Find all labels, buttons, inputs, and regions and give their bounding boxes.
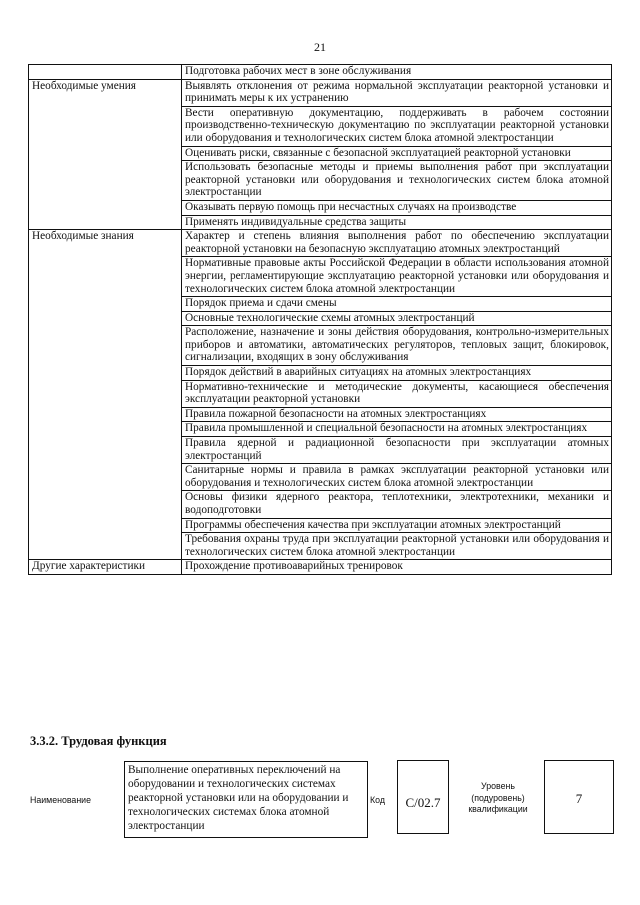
requirements-table (28, 64, 612, 575)
function-name-box: Выполнение оперативных переключений на оборудовании и технологических системах реакторной установки или на оборудовании и технологических системах блока атомной электростанции (124, 761, 368, 838)
row-value: Нормативно-технические и методические документы, касающиеся обеспечения эксплуатации реакторной установки (182, 380, 612, 407)
qualification-level-box: 7 (544, 760, 614, 834)
row-label (29, 65, 182, 80)
row-value: Выявлять отклонения от режима нормальной эксплуатации реакторной установки и принимать меры к их устранению (182, 79, 612, 106)
row-value: Правила пожарной безопасности на атомных электростанциях (182, 407, 612, 422)
page-number: 21 (314, 40, 326, 54)
row-value: Нормативные правовые акты Российской Федерации в области использования атомной энергии, регламентирующие эксплуатацию реакторной установки или оборудования и технологических систем блока атомной электростанции (182, 257, 612, 297)
row-value: Расположение, назначение и зоны действия оборудования, контрольно-измерительных приборов и автоматики, автоматических регуляторов, тепловых защит, блокировок, сигнализации, входящих в зону обслуживания (182, 326, 612, 366)
row-label: Другие характеристики (29, 560, 182, 575)
row-value: Подготовка рабочих мест в зоне обслуживания (182, 65, 612, 80)
row-value: Правила промышленной и специальной безопасности на атомных электростанциях (182, 422, 612, 437)
row-value: Порядок действий в аварийных ситуациях на атомных электростанциях (182, 366, 612, 381)
row-value: Санитарные нормы и правила в рамках эксплуатации реакторной установки или оборудования и технологических систем блока атомной электростанции (182, 464, 612, 491)
section-heading: 3.3.2. Трудовая функция (30, 734, 167, 748)
row-value: Оценивать риски, связанные с безопасной эксплуатацией реакторной установки (182, 146, 612, 161)
row-label: Необходимые знания (29, 230, 182, 560)
code-label: Код (370, 795, 385, 805)
code-value-box: C/02.7 (397, 760, 449, 834)
row-value: Оказывать первую помощь при несчастных случаях на производстве (182, 200, 612, 215)
row-label: Необходимые умения (29, 79, 182, 230)
row-value: Использовать безопасные методы и приемы выполнения работ при эксплуатации реакторной установки или оборудования и технологических систем блока атомной электростанции (182, 161, 612, 201)
row-value: Вести оперативную документацию, поддерживать в рабочем состоянии производственно-техническую документацию по эксплуатации реакторной установки или оборудования и технологических систем блока атомной электростанции (182, 106, 612, 146)
row-value: Основные технологические схемы атомных электростанций (182, 311, 612, 326)
table-row (29, 65, 612, 80)
row-value: Правила ядерной и радиационной безопасности при эксплуатации атомных электростанций (182, 437, 612, 464)
row-value: Характер и степень влияния выполнения работ по обеспечению эксплуатации реакторной установки на безопасную эксплуатацию атомных электростанций (182, 230, 612, 257)
table-row (29, 230, 612, 257)
table-row (29, 560, 612, 575)
row-value: Программы обеспечения качества при эксплуатации атомных электростанций (182, 518, 612, 533)
row-value: Порядок приема и сдачи смены (182, 297, 612, 312)
table-row (29, 79, 612, 106)
row-value: Требования охраны труда при эксплуатации реакторной установки или оборудования и технологических систем блока атомной электростанции (182, 533, 612, 560)
qualification-level-label: Уровень (подуровень) квалификации (468, 781, 528, 814)
requirements-table-body (29, 65, 612, 575)
row-value: Применять индивидуальные средства защиты (182, 215, 612, 230)
row-value: Прохождение противоаварийных тренировок (182, 560, 612, 575)
row-value: Основы физики ядерного реактора, теплотехники, электротехники, механики и водоподготовки (182, 491, 612, 518)
function-name-label: Наименование (30, 795, 91, 805)
